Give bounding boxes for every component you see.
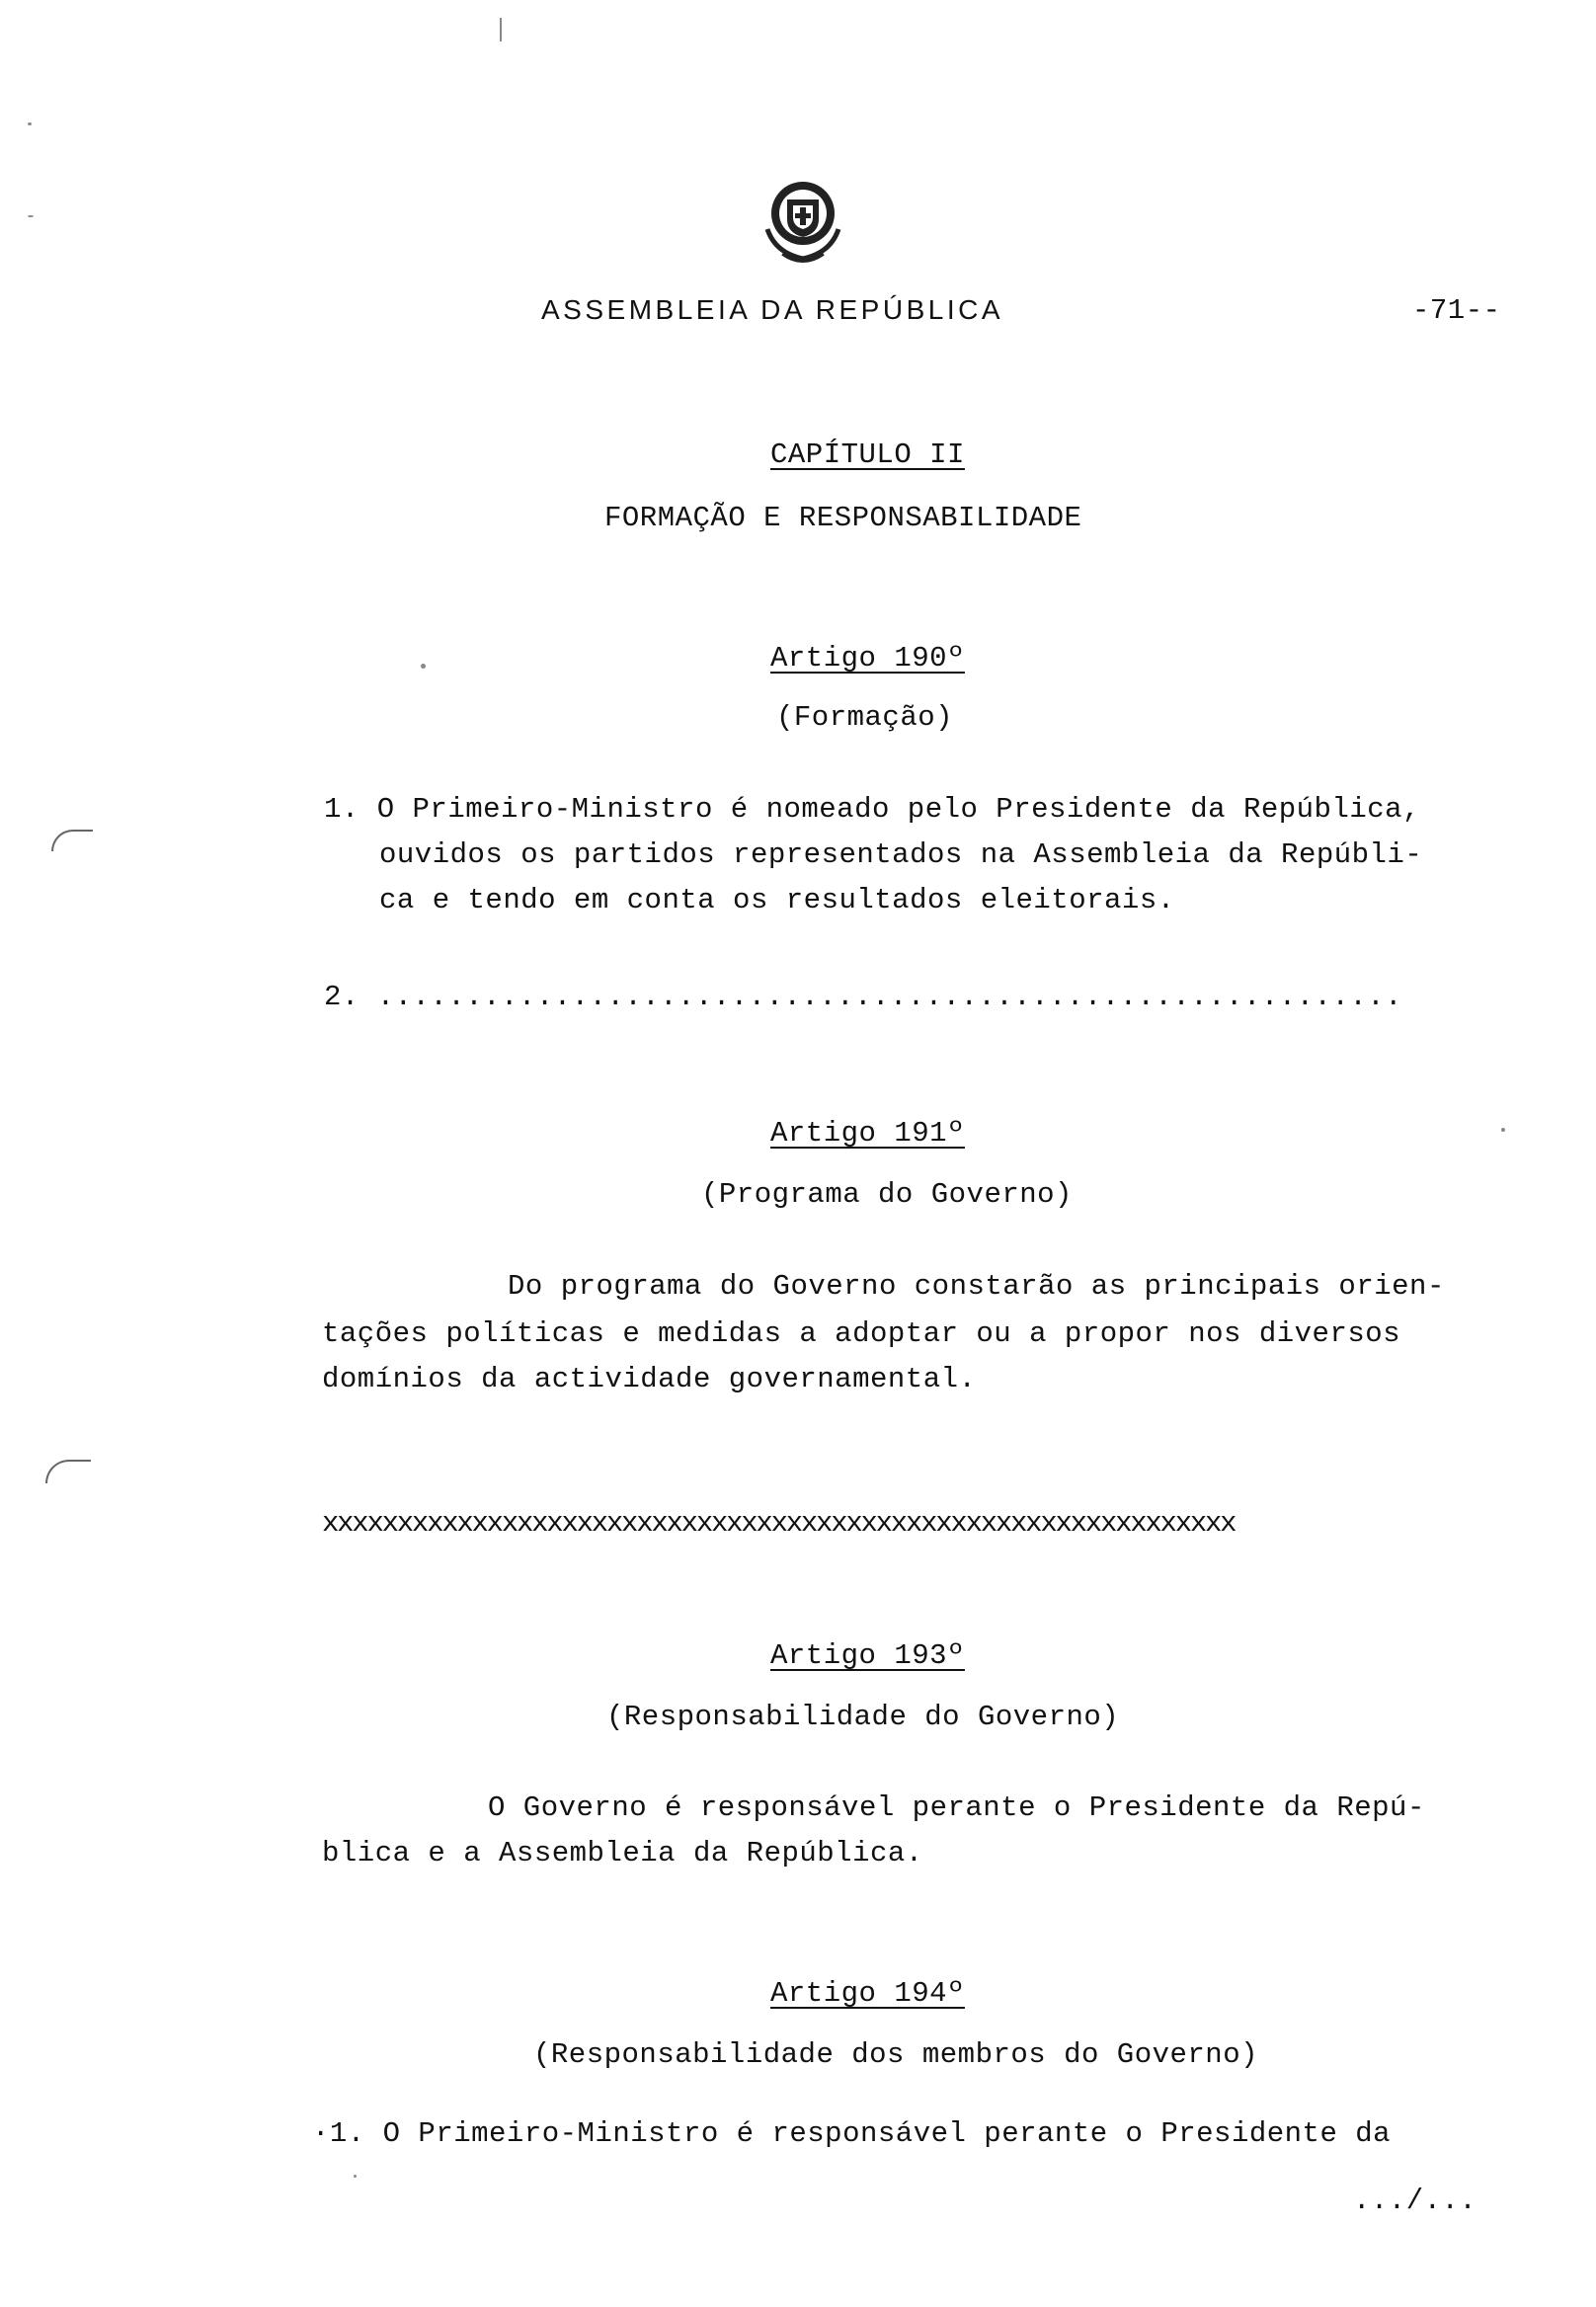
page-number: -71-- [1412, 294, 1501, 327]
coat-of-arms-icon [754, 174, 852, 273]
article-190-subtitle: (Formação) [776, 701, 954, 734]
chapter-subtitle: FORMAÇÃO E RESPONSABILIDADE [604, 502, 1082, 534]
article-193-line-2: blica e a Assembleia da República. [322, 1837, 923, 1869]
scan-speck [500, 18, 502, 41]
article-190-paragraph-1-line-3: ca e tendo em conta os resultados eleitorais. [379, 884, 1175, 916]
article-190-paragraph-1-line-2: ouvidos os partidos representados na Assembleia da Repúbli- [379, 838, 1423, 871]
scan-artifact [51, 830, 93, 851]
article-193-line-1: O Governo é responsável perante o Presidente da Repú- [488, 1791, 1425, 1824]
scan-speck [421, 664, 426, 669]
scan-artifact [45, 1460, 91, 1483]
article-191-line-1: Do programa do Governo constarão as principais orien- [508, 1270, 1445, 1303]
scan-speck [354, 2175, 357, 2178]
article-194-line-1: ·1. O Primeiro-Ministro é responsável perante o Presidente da [312, 2117, 1392, 2150]
scan-speck [28, 122, 32, 125]
article-190-paragraph-2: 2. .......................................................... [324, 981, 1403, 1013]
separator-line: xxxxxxxxxxxxxxxxxxxxxxxxxxxxxxxxxxxxxxxxxxxxxxxxxxxxxxxxxxxxx [322, 1507, 1236, 1540]
article-190-title: Artigo 190º [770, 642, 965, 675]
article-191-line-2: tações políticas e medidas a adoptar ou a propor nos diversos [322, 1317, 1401, 1350]
article-191-title: Artigo 191º [770, 1117, 965, 1150]
article-193-subtitle: (Responsabilidade do Governo) [606, 1701, 1120, 1733]
article-193-title: Artigo 193º [770, 1639, 965, 1672]
article-191-subtitle: (Programa do Governo) [701, 1178, 1073, 1211]
institution-header: ASSEMBLEIA DA REPÚBLICA [541, 294, 1003, 325]
article-191-line-3: domínios da actividade governamental. [322, 1363, 977, 1395]
continuation-marker: .../... [1353, 2185, 1477, 2217]
chapter-title: CAPÍTULO II [770, 438, 965, 471]
article-194-subtitle: (Responsabilidade dos membros do Governo) [533, 2038, 1259, 2071]
scan-speck [28, 215, 34, 217]
article-190-paragraph-1-line-1: 1. O Primeiro-Ministro é nomeado pelo Presidente da República, [324, 793, 1420, 826]
scan-speck [1501, 1128, 1505, 1132]
article-194-title: Artigo 194º [770, 1977, 965, 2010]
